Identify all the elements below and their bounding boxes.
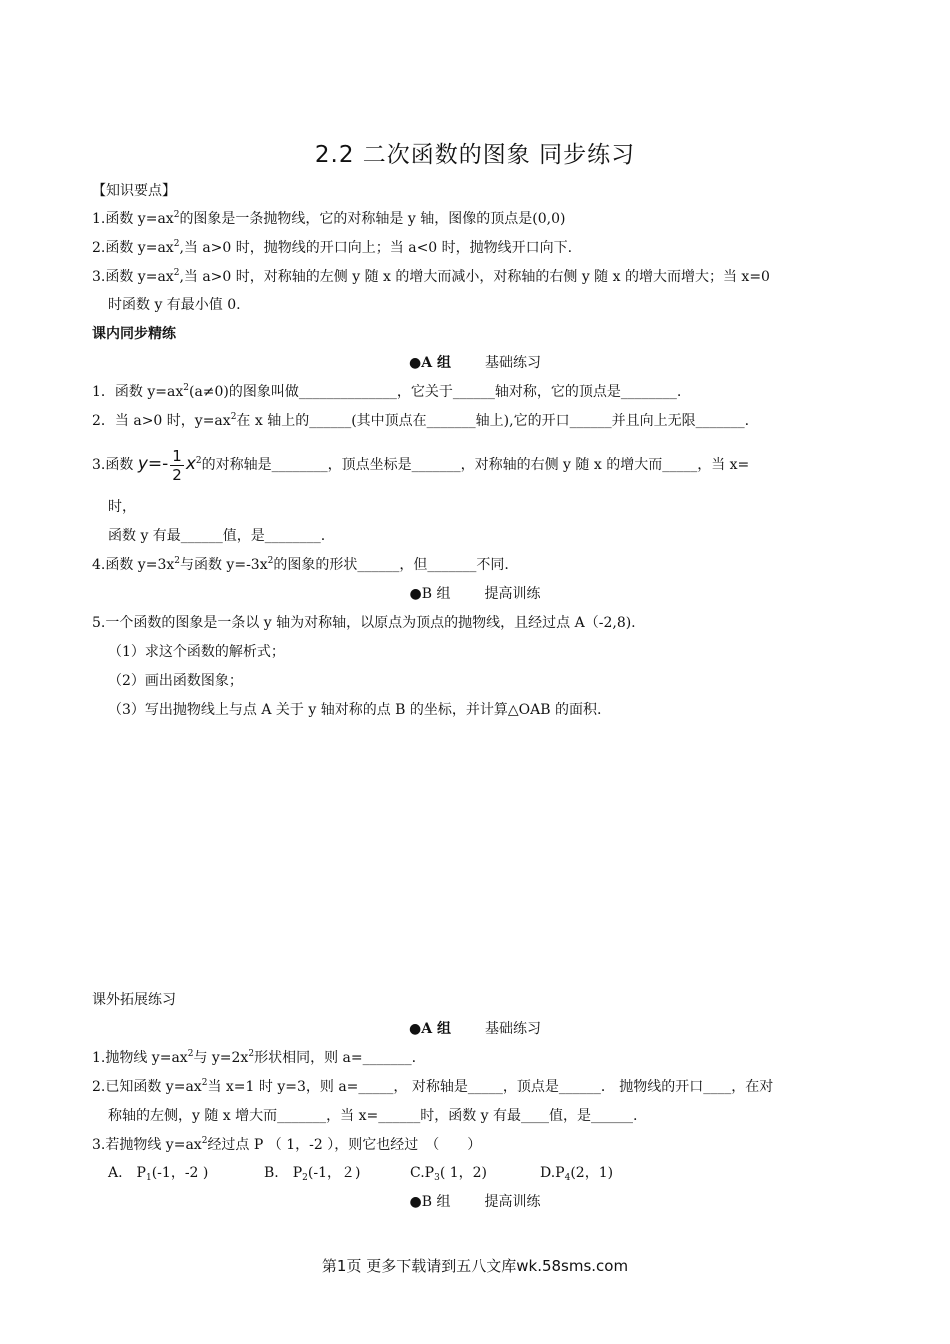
- knowledge-heading: 【知识要点】: [92, 183, 176, 199]
- knowledge-point-3: 3.函数 $y=ax^2$,当 a>0 时，对称轴的左侧 y 随 x 的增大而减小，对称轴的右侧 y 随 x 的增大而增大；当 x=0: [92, 268, 770, 285]
- option-d: $D.P_4(2$，1): [540, 1165, 614, 1183]
- sync-group-b-header: ●B 组 提高训练: [409, 586, 541, 602]
- extra-question-3: 3.若抛物线 $y=ax^2$经过点 P （ 1，-2 ），则它也经过 （ ）: [92, 1136, 482, 1153]
- knowledge-point-1: 1.函数 $y=ax^2$的图象是一条抛物线，它的对称轴是 y 轴，图像的顶点是(0,0): [92, 210, 566, 227]
- sync-question-1: 1．函数 $y=ax^2(a\ne 0)$的图象叫做______________，它关于______轴对称，它的顶点是________.: [92, 383, 682, 400]
- sync-question-5-part-3: （3）写出抛物线上与点 A 关于 y 轴对称的点 B 的坐标，并计算△OAB 的面积.: [108, 702, 602, 718]
- sync-heading: 课内同步精练: [92, 326, 176, 342]
- page-number: 1: [336, 1257, 347, 1275]
- extra-group-a-header: ●A 组 基础练习: [409, 1021, 541, 1037]
- extra-question-2-cont: 称轴的左侧，y 随 x 增大而_______，当 x=______时，函数 y 有最____值，是______.: [108, 1108, 638, 1124]
- page-title: 2.2 二次函数的图象 同步练习: [314, 142, 636, 168]
- sync-question-3: 3.函数 y=- $\frac{1}{2}$ $x^2$的对称轴是________，顶点坐标是_______，对称轴的右侧 y 随 x 的增大而_____，当 x=: [92, 446, 750, 484]
- extra-question-2: 2.已知函数 $y=ax^2$当 x=1 时 y=3，则 a=_____， 对称轴是_____，顶点是______． 抛物线的开口____，在对: [92, 1078, 774, 1095]
- math-y: y: [137, 454, 148, 474]
- sync-question-2: 2．当 a>0 时，$y=ax^2$在 x 轴上的______(其中顶点在_______轴上),它的开口______并且向上无限_______.: [92, 412, 750, 429]
- option-c: $C.P_3$( 1，2): [410, 1165, 488, 1183]
- knowledge-point-3-cont: 时函数 y 有最小值 0.: [108, 297, 241, 313]
- extra-heading: 课外拓展练习: [92, 992, 176, 1008]
- option-b: B. $P_2(-1$，２): [264, 1165, 361, 1183]
- extra-group-b-header: ●B 组 提高训练: [409, 1194, 541, 1210]
- footer-site-link[interactable]: wk.58sms.com: [516, 1257, 629, 1275]
- extra-question-1: 1.抛物线 $y=ax^2$与 $y=2x^2$形状相同，则 a=_______.: [92, 1049, 417, 1066]
- sync-question-3-cont: 时，: [108, 499, 136, 515]
- option-a: A. $P_1(-1$，-2 ): [108, 1165, 209, 1183]
- fraction-one-half: $\frac{1}{2}$: [172, 446, 182, 484]
- sync-question-5-part-1: （1）求这个函数的解析式；: [108, 644, 285, 660]
- page-footer: 第1页 更多下载请到五八文库wk.58sms.com: [321, 1257, 629, 1275]
- sync-group-a-header: ●A 组 基础练习: [409, 355, 541, 371]
- sync-question-3-cont2: 函数 y 有最______值，是________.: [108, 528, 326, 544]
- sync-question-4: 4.函数 $y=3x^2$与函数 $y=-3x^2$的图象的形状______，但_______不同.: [92, 556, 509, 573]
- sync-question-5-part-2: （2）画出函数图象；: [108, 673, 243, 689]
- knowledge-point-2: 2.函数 $y=ax^2$,当 a>0 时，抛物线的开口向上；当 a<0 时，抛物线开口向下.: [92, 239, 573, 256]
- sync-question-5: 5.一个函数的图象是一条以 y 轴为对称轴，以原点为顶点的抛物线，且经过点 A（-2,8).: [92, 615, 636, 631]
